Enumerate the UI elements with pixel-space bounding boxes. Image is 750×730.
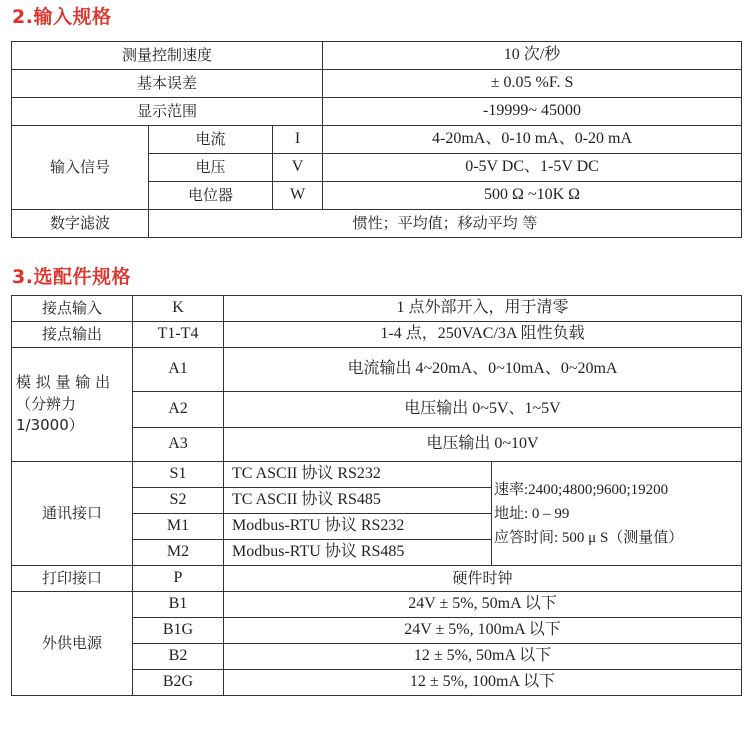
contact-out-value: 1-4 点，250VAC/3A 阻性负载 — [224, 322, 742, 348]
m1-value: Modbus-RTU 协议 RS232 — [224, 514, 492, 540]
m1-code: M1 — [133, 514, 224, 540]
comm-notes — [492, 462, 742, 566]
pot-value: 500 Ω ~10K Ω — [323, 182, 742, 210]
table-row — [12, 348, 742, 392]
voltage-code: V — [273, 154, 323, 182]
b1-value: 24V ± 5%, 50mA 以下 — [224, 592, 742, 618]
contact-in-label: 接点输入 — [12, 296, 133, 322]
contact-in-code: K — [133, 296, 224, 322]
range-label: 显示范围 — [12, 98, 323, 126]
print-code: P — [133, 566, 224, 592]
table-row — [12, 70, 742, 98]
table-row — [12, 462, 742, 488]
table-row — [12, 566, 742, 592]
power-supply-group: 外供电源 — [12, 592, 133, 696]
s1-code: S1 — [133, 462, 224, 488]
filter-label: 数字滤波 — [12, 210, 149, 238]
a3-value: 电压输出 0~10V — [224, 428, 742, 462]
a1-code: A1 — [133, 348, 224, 392]
m2-code: M2 — [133, 540, 224, 566]
current-label: 电流 — [149, 126, 273, 154]
print-value: 硬件时钟 — [224, 566, 742, 592]
table-row — [12, 42, 742, 70]
m2-value: Modbus-RTU 协议 RS485 — [224, 540, 492, 566]
option-spec-heading: 3.选配件规格 — [12, 266, 131, 288]
s1-value: TC ASCII 协议 RS232 — [224, 462, 492, 488]
range-value: -19999~ 45000 — [323, 98, 742, 126]
speed-value: 10 次/秒 — [323, 42, 742, 70]
option-spec-table — [11, 295, 742, 696]
input-spec-table — [11, 41, 742, 238]
table-row — [12, 322, 742, 348]
b2-code: B2 — [133, 644, 224, 670]
b1g-value: 24V ± 5%, 100mA 以下 — [224, 618, 742, 644]
current-value: 4-20mA、0-10 mA、0-20 mA — [323, 126, 742, 154]
table-row — [12, 210, 742, 238]
comm-note-rate: 速率:2400;4800;9600;19200 — [494, 481, 669, 498]
table-row — [12, 98, 742, 126]
error-label: 基本误差 — [12, 70, 323, 98]
a2-code: A2 — [133, 392, 224, 428]
b2-value: 12 ± 5%, 50mA 以下 — [224, 644, 742, 670]
table-row — [12, 126, 742, 154]
input-signal-group: 输入信号 — [12, 126, 149, 210]
contact-out-code: T1-T4 — [133, 322, 224, 348]
speed-label: 测量控制速度 — [12, 42, 323, 70]
contact-in-value: 1 点外部开入，用于清零 — [224, 296, 742, 322]
b1g-code: B1G — [133, 618, 224, 644]
a3-code: A3 — [133, 428, 224, 462]
pot-label: 电位器 — [149, 182, 273, 210]
error-value: ± 0.05 %F. S — [323, 70, 742, 98]
input-spec-heading: 2.输入规格 — [12, 6, 112, 28]
s2-code: S2 — [133, 488, 224, 514]
comm-note-response: 应答时间: 500 μ S（测量值） — [494, 529, 684, 546]
contact-out-label: 接点输出 — [12, 322, 133, 348]
filter-value: 惯性；平均值；移动平均 等 — [149, 210, 742, 238]
voltage-label: 电压 — [149, 154, 273, 182]
comm-note-address: 地址: 0 – 99 — [494, 505, 570, 522]
voltage-value: 0-5V DC、1-5V DC — [323, 154, 742, 182]
current-code: I — [273, 126, 323, 154]
comm-interface-group: 通讯接口 — [12, 462, 133, 566]
a1-value: 电流输出 4~20mA、0~10mA、0~20mA — [224, 348, 742, 392]
analog-output-group: 模 拟 量 输 出 （分辨力 1/3000） — [12, 348, 133, 462]
b1-code: B1 — [133, 592, 224, 618]
table-row — [12, 592, 742, 618]
b2g-code: B2G — [133, 670, 224, 696]
pot-code: W — [273, 182, 323, 210]
print-label: 打印接口 — [12, 566, 133, 592]
table-row — [12, 296, 742, 322]
s2-value: TC ASCII 协议 RS485 — [224, 488, 492, 514]
b2g-value: 12 ± 5%, 100mA 以下 — [224, 670, 742, 696]
a2-value: 电压输出 0~5V、1~5V — [224, 392, 742, 428]
